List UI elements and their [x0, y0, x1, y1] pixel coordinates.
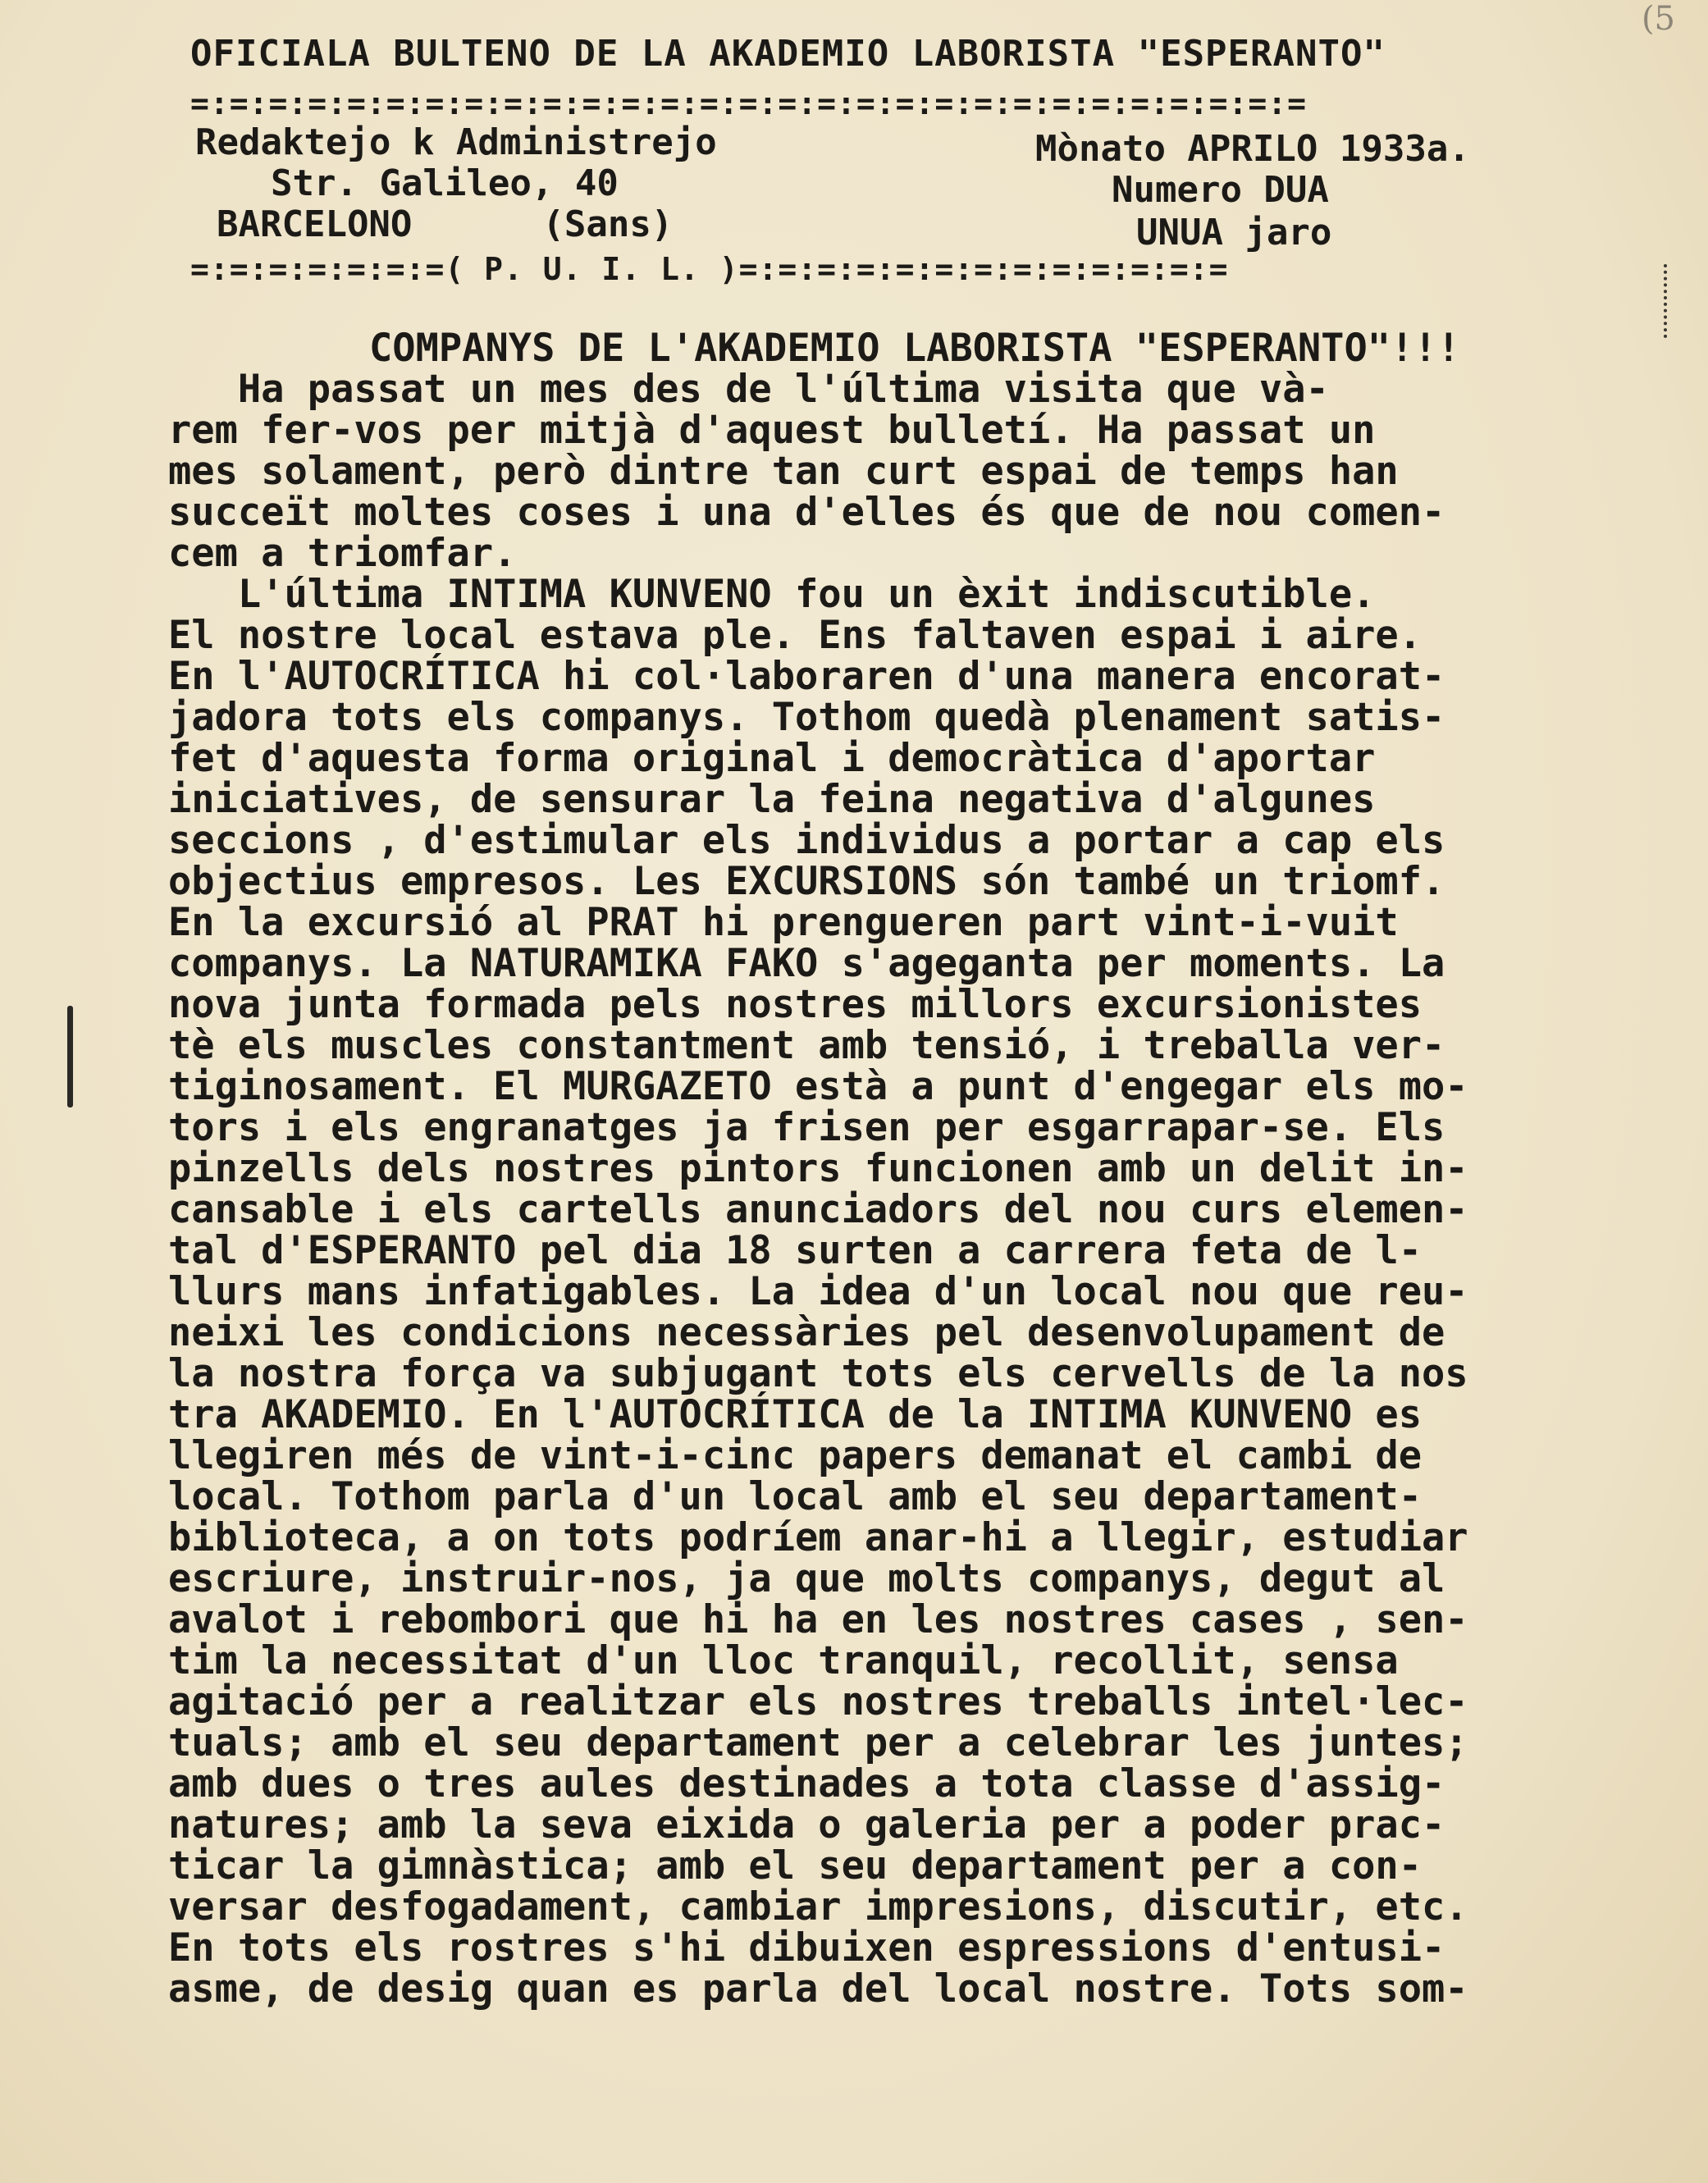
article-line: tra AKADEMIO. En l'AUTOCRÍTICA de la INTIMA KUNVENO es	[168, 1392, 1423, 1437]
address-line-2: Str. Galileo, 40	[271, 162, 619, 204]
article-line: succeït moltes coses i una d'elles és que de nou comen-	[168, 490, 1445, 535]
article-body	[168, 328, 1612, 2010]
article-line: la nostra força va subjugant tots els cervells de la nos	[168, 1351, 1468, 1396]
staple-mark	[67, 1006, 73, 1107]
article-line: llegiren més de vint-i-cinc papers demanat el cambi de	[168, 1433, 1423, 1478]
article-line: companys. La NATURAMIKA FAKO s'agegantа per moments. La	[168, 941, 1445, 986]
separator-rule-top: =:=:=:=:=:=:=:=:=:=:=:=:=:=:=:=:=:=:=:=:=:=:=:=:=:=:=:=:=	[190, 85, 1308, 121]
bulletin-title: OFICIALA BULTENO DE LA AKADEMIO LABORISTA "ESPERANTO"	[190, 33, 1386, 75]
article-heading: COMPANYS DE L'AKADEMIO LABORISTA "ESPERANTO"!!!	[369, 326, 1460, 371]
article-line: rem fer-vos per mitjà d'aquest bulletí. Ha passat un	[168, 408, 1376, 453]
article-line: tiginosament. El MURGAZETO està a punt d'engegar els mo-	[168, 1064, 1468, 1109]
article-line: objectius empresos. Les EXCURSIONS són també un triomf.	[168, 859, 1445, 904]
article-line: versar desfogadament, cambiar impresions, discutir, etc.	[168, 1884, 1468, 1930]
article-line: biblioteca, a on tots podríem anar-hi a llegir, estudiar	[168, 1515, 1468, 1560]
article-line: Ha passat un mes des de l'última visita que và-	[168, 367, 1329, 412]
article-line: local. Tothom parla d'un local amb el seu departament-	[168, 1474, 1423, 1519]
address-line-3: BARCELONO (Sans)	[217, 203, 674, 245]
article-line: nova junta formada pels nostres millors excursionistes	[168, 982, 1423, 1027]
article-line: ticar la gimnàstica; amb el seu departament per a con-	[168, 1843, 1423, 1888]
address-line-1: Redaktejo k Administrejo	[195, 121, 717, 163]
article-line: cem a triomfar.	[168, 531, 517, 576]
separator-rule-bottom: =:=:=:=:=:=:=( P. U. I. L. )=:=:=:=:=:=:=:=:=:=:=:=:=	[190, 251, 1229, 287]
article-line: cansable i els cartells anunciadors del nou curs elemen-	[168, 1187, 1468, 1232]
article-line: jadora tots els companys. Tothom quedà plenament satis-	[168, 695, 1445, 740]
article-line: En l'AUTOCRÍTICA hi col·laboraren d'una manera encorat-	[168, 654, 1445, 699]
article-line: tè els muscles constantment amb tensió, i treballa ver-	[168, 1023, 1445, 1068]
article-line: En la excursió al PRAT hi prengueren part vint-i-vuit	[168, 900, 1399, 945]
article-line: En tots els rostres s'hi dibuixen espressions d'entusi-	[168, 1925, 1445, 1971]
article-lines	[168, 369, 1612, 2010]
article-line: natures; amb la seva eixida o galeria per a poder prac-	[168, 1802, 1445, 1847]
article-line: tors i els engranatges ja frisen per esgarrapar-se. Els	[168, 1105, 1445, 1150]
issue-year: UNUA jaro	[1136, 212, 1332, 253]
issue-month: Mònato APRILO 1933a.	[1035, 128, 1470, 170]
article-line: El nostre local estava ple. Ens faltaven espai i aire.	[168, 613, 1423, 658]
article-line: L'última INTIMA KUNVENO fou un èxit indiscutible.	[168, 572, 1376, 617]
article-line: amb dues o tres aules destinades a tota classe d'assig-	[168, 1761, 1445, 1806]
article-line: agitació per a realitzar els nostres treballs intel·lec-	[168, 1679, 1468, 1724]
article-line: avalot i rebombori que hi ha en les nostres cases , sen-	[168, 1597, 1468, 1642]
article-line: pinzells dels nostres pintors funcionen amb un delit in-	[168, 1146, 1468, 1191]
article-line: mes solament, però dintre tan curt espai de temps han	[168, 449, 1399, 494]
article-line: tuals; amb el seu departament per a celebrar les juntes;	[168, 1720, 1468, 1765]
article-line: asme, de desig quan es parla del local nostre. Tots som-	[168, 1966, 1468, 2012]
article-line: escriure, instruir-nos, ja que molts companys, degut al	[168, 1556, 1445, 1601]
article-line: fet d'aquesta forma original i democràtica d'aportar	[168, 736, 1376, 781]
article-line: iniciatives, de sensurar la feina negativa d'algunes	[168, 777, 1376, 822]
article-line: tal d'ESPERANTO pel dia 18 surten a carrera feta de l-	[168, 1228, 1423, 1273]
issue-number: Numero DUA	[1112, 169, 1329, 211]
article-line: neixi les condicions necessàries pel desenvolupament de	[168, 1310, 1445, 1355]
margin-dotted-mark	[1664, 264, 1670, 338]
article-line: seccions , d'estimular els individus a portar a cap els	[168, 818, 1445, 863]
article-line: llurs mans infatigables. La idea d'un local nou que reu-	[168, 1269, 1468, 1314]
pencil-page-mark: (5	[1641, 0, 1675, 38]
article-line: tim la necessitat d'un lloc tranquil, recollit, sensa	[168, 1638, 1399, 1683]
